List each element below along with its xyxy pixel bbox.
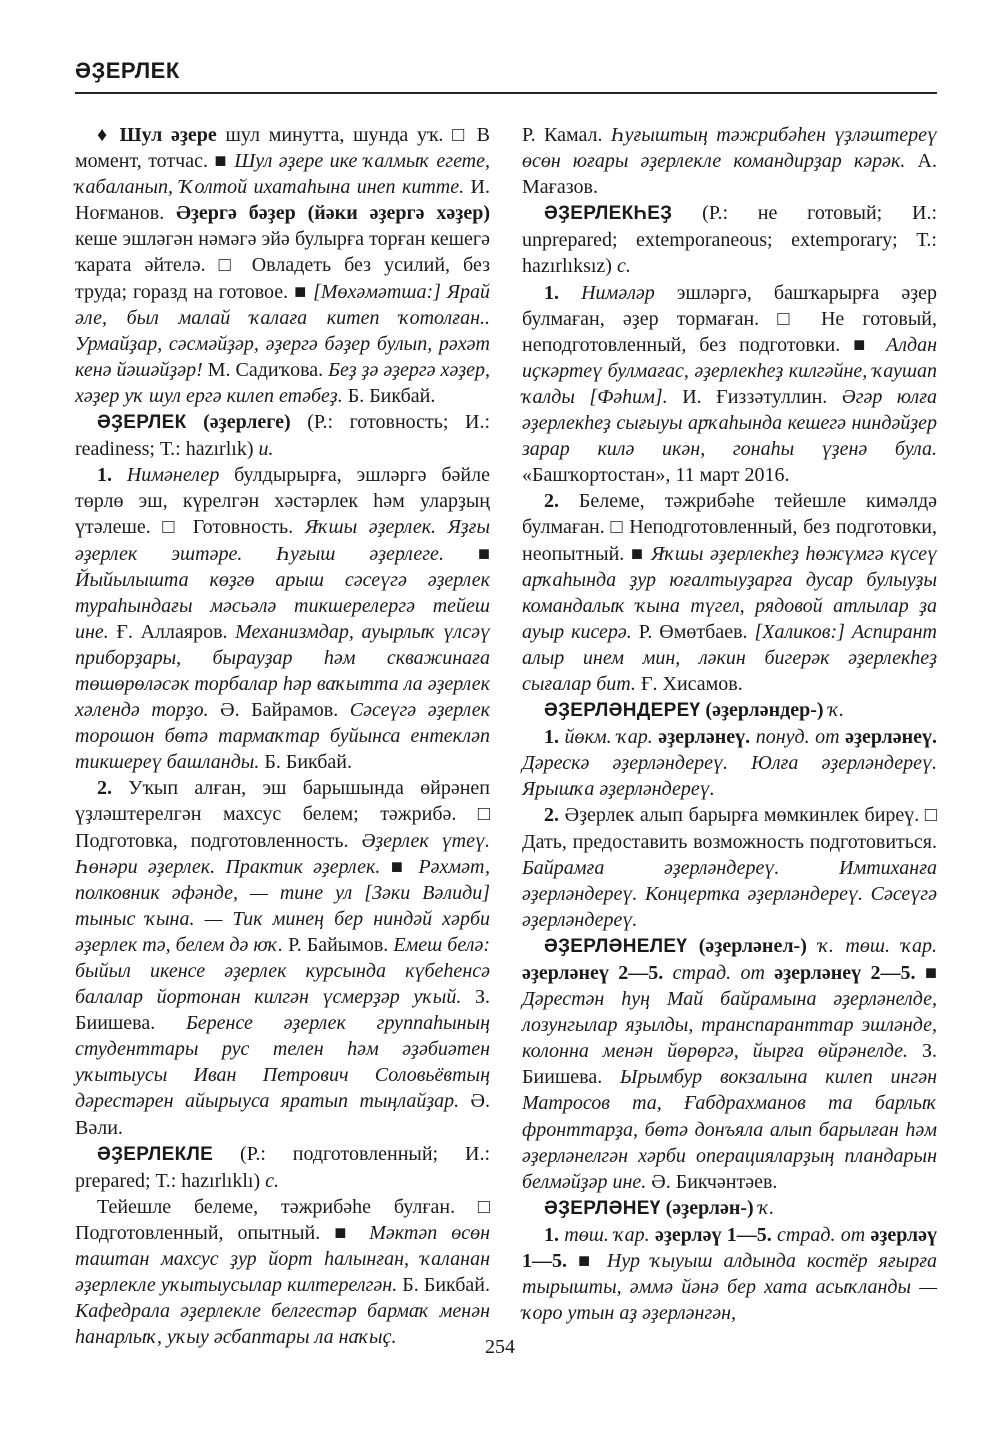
left-column [75,122,490,1350]
example-quote: Кафедрала әҙерлекле белгестәр бармаҡ менән һанарлыҡ, уҡыу әсбаптары ла наҡыҫ. [75,1300,490,1349]
entry-headword: ӘҘЕРЛЕК [97,412,187,434]
example-quote: Йыйылышта көҙгө арыш сәсеүгә әҙерлек тураһындағы мәсьәлә тикшерелергә тейеш ине. [75,568,490,643]
header-rule [75,92,937,94]
grammar-note: страд. от [771,1223,871,1246]
citation: Б. Бикбай. [342,384,436,407]
entry-text: ■ [567,1250,607,1273]
sense-number: 1. [544,726,559,749]
grammar-note: ҡ. төш. ҡар. [818,934,937,957]
example-quote: Әгәр юлға әҙерлекһеҙ сығыуы арҡаһында кешегә ниндәйҙер зарар килә икән, гонаһы үҙенә була. [522,385,937,461]
part-of-speech: с. [616,255,631,278]
entry-headword: ӘҘЕРЛЕКЛЕ [97,1143,214,1165]
example-quote: Емеш белә: быйыл икенсе әҙерлек курсында күбеһенсә балалар йортонан килгән үсмерҙәр уҡый. [75,933,490,1009]
part-of-speech: ҡ. [758,1196,775,1219]
example-quote: Мәктәп өсөн таштан махсус ҙур йорт һалынған, ҡаланан әҙерлекле уҡытыусылар килтерелгән. [75,1221,490,1297]
sense-2-aderlekhez [522,488,937,697]
citation: З. Биишева. [522,1040,937,1089]
continuation-paragraph [522,122,937,200]
example-quote: [Мөхәмәтша:] Ярай әле, был малай ҡалаға китеп ҡотолған.. Урмайҙар, сәсмәйҙәр, әҙергә бәҙер булып, рәхәт кенә йәшәйҙәр! [75,280,491,381]
example-quote: Ырымбур вокзалына килеп ингән Матросов та, Ғабдрахманов та барлыҡ фронттарҙа, бөтә донъяла алып барылған һәм әҙерләнелгән хәрби операцияларҙың пландарын белмәйҙәр ине. [522,1066,937,1193]
entry-header-aderlek [75,409,490,462]
cross-reference: әҙерләнеү 2—5. [774,962,916,984]
sense-number: 2. [97,777,112,800]
example-quote: Һуғыштың тәжрибәһен үҙләштереү өсөн юғары әҙерлекле командирҙар кәрәк. [522,124,937,173]
citation: М. Садиҡова. [202,358,329,381]
citation: Б. Бикбай. [259,751,353,774]
example-quote: Беҙ ҙә әҙергә хәҙер, хәҙер уҡ шул ергә килеп етәбеҙ. [75,358,490,407]
citation: Р. Байымов. [283,933,394,956]
example-quote: Механизмдар, ауырлыҡ үлсәү приборҙары, бырауҙар һәм скважинаға төшөрөләсәк торбалар һәр ваҡытта ла әҙерлек хәлендә торҙо. [75,620,490,722]
citation: И. Ноғманов. [75,176,490,225]
part-of-speech: с. [265,1169,280,1192]
example-quote: Дәрескә әҙерләндереү. Юлға әҙерләндереү. Ярышҡа әҙерләндереү. [522,752,937,801]
grammar-note: страд. от [663,962,775,984]
sense-text: булдырырға, эшләргә бәйле төрлө эш, күрелгән хәстәрлек һәм уларҙың үтәлеше. □ Готовность. [75,464,490,539]
grammar-note: төш. ҡар. [559,1223,655,1246]
citation: Ә. Вәли. [75,1090,490,1139]
entry-form: (әҙерлеге) [186,411,291,434]
sense-number: 2. [544,804,559,827]
example-quote: Дәрестән һуң Май байрамына әҙерләнелде, лозунгылар яҙылды, транспаранттар эшләнде, колонна менән йөрөргә, йырға өйрәнелде. [522,988,937,1063]
citation: Ғ. Хисамов. [635,672,743,695]
citation: «Башҡортостан», 11 март 2016. [522,464,790,487]
running-head: ӘҘЕРЛЕК [75,58,180,83]
sense-keyword: Нимәнелер [112,464,220,487]
example-quote: Яҡшы әҙерлек. Яҙғы әҙерлек эштәре. Һуғыш әҙерлеге. [75,516,490,565]
idiom-headword: ♦ Шул әҙере [97,124,217,146]
entry-aderlanelew [522,933,937,1195]
entry-header-aderlanew [522,1195,937,1222]
entry-text: кеше эшләгән нәмәгә эйә булырға торған кешегә ҡарата әйтелә. □ Овладеть без усилий, без труда; горазд на готовое. ■ [75,228,490,303]
citation: Б. Бикбай. [397,1274,490,1297]
entry-text: ■ [443,542,490,565]
right-column [522,122,937,1326]
cross-reference: әҙерләнеү. [658,726,751,749]
sense-text: Тейешле белеме, тәжрибәһе булған. □ Подготовленный, опытный. ■ [75,1195,490,1244]
entry-text: ■ [915,962,937,984]
example-quote: Яҡшы әҙерлекһеҙ һөжүмгә күсеү арҡаһында ҙур юғалтыуҙарға дусар булыуҙы командалыҡ ҡына түгел, рядовой атлылар ҙа ауыр кисерә. [522,542,938,643]
sense-number: 1. [544,281,559,304]
entry-form: (әҙерләндер-) [700,699,829,722]
citation: Р. Өмөтбаев. [631,620,755,643]
entry-header-aderlekle [75,1141,490,1194]
entry-translations: (Р.: не готовый; И.: unprepared; extemporaneous; extemporary; Т.: hazırlıksız) [522,202,937,278]
sense-number: 2. [544,490,559,513]
entry-headword: ӘҘЕРЛӘНДЕРЕҮ [544,700,701,722]
cross-reference: әҙерләнеү. [845,726,937,749]
citation: И. Ғиззәтуллин. [667,385,842,408]
sense-1-aderlekhez [522,280,937,489]
citation: Ә. Байрамов. [208,699,350,722]
page-number: 254 [485,1336,515,1358]
grammar-note: понуд. от [750,726,846,749]
entry-headword: ӘҘЕРЛӘНЕҮ [544,1197,661,1219]
entry-headword: ӘҘЕРЛЕКҺЕҘ [544,203,673,225]
sense-number: 1. [544,1223,559,1246]
citation: Р. Камал. [522,124,611,146]
entry-translations: (Р.: подготовленный; И.: prepared; Т.: hazırlıklı) [75,1142,490,1192]
grammar-note: йөкм. ҡар. [559,726,659,749]
example-quote: Сәсеүгә әҙерлек торошон бөтә тармаҡтар буйынса ентекләп тикшереү башланды. [75,699,491,774]
part-of-speech: и. [258,438,274,461]
entry-headword: ӘҘЕРЛӘНЕЛЕҮ [544,935,688,957]
idiom-headword: Әҙергә бәҙер (йәки әҙергә хәҙер) [176,202,490,225]
sense-1-aderlanew [522,1222,937,1326]
idiom-entry-shul-adere [75,122,490,409]
sense-text: Әҙерлек алып барырға мөмкинлек биреү. □ Дать, предоставить возможность подготовиться. [522,804,937,853]
cross-reference: әҙерләү 1—5. [522,1223,938,1273]
citation: Ғ. Аллаяров. [108,620,236,643]
example-quote: Рәхмәт, полковник әфәнде, — тине ул [Зәки Вәлиди] тыныс ҡына. — Тик минең бер ниндәй хәрби әҙерлек тә, белем дә юҡ. [75,855,490,956]
citation: Ә. Бикчәнтәев. [646,1170,778,1193]
cross-reference: әҙерләнеү 2—5. [522,962,664,984]
entry-translations: (Р.: готовность; И.: readiness; Т.: hazırlık) [75,411,491,461]
citation: З. Биишева. [75,986,490,1035]
entry-form: (әҙерләнел-) [687,934,819,957]
entry-header-aderlanderew [522,697,937,724]
part-of-speech: ҡ. [828,699,845,722]
sense-text: Белеме, тәжрибәһе тейешле кимәлдә булмаған. □ Неподготовленный, без подготовки, неопытный. ■ [522,490,937,565]
cross-reference: әҙерләү 1—5. [654,1223,772,1246]
sense-text: эшләргә, башҡарырға әҙер булмаған, әҙер тормаған. □ Не готовый, неподготовленный, без подготовки. ■ [522,281,938,356]
entry-form: (әҙерлән-) [660,1196,759,1219]
sense-2-aderlek [75,775,490,1140]
example-quote: Беренсе әҙерлек группаһының студенттары рус телен һәм әҙәбиәтен уҡытыусы Иван Петрович Соловьёвтың дәрестәрен айырыуса яратып тыңлайҙар. [75,1012,490,1113]
sense-number: 1. [97,464,112,487]
example-quote: Әҙерлек үтеү. Һөнәри әҙерлек. Практик әҙерлек. [75,829,490,878]
sense-1-aderlanderew [522,724,937,802]
example-quote: Байрамға әҙерләндереү. Имтиханға әҙерләндереү. Концертка әҙерләндереү. Сәсеүгә әҙерләндереү. [522,856,937,931]
sense-keyword: Нимәләр [559,281,655,304]
sense-text: Уҡып алған, эш барышында өйрәнеп үҙләштерелгән махсус белем; тәжрибә. □ Подготовка, подготовленность. [75,777,490,852]
sense-1-aderlek [75,462,490,775]
entry-header-aderlekhez [522,200,937,279]
sense-2-aderlanderew [522,802,937,932]
example-quote: Шул әҙере ике ҡалмыҡ егете, ҡабаланып, Ҡолтой ихатаһына инеп китте. [75,150,491,199]
entry-text: шул минутта, шунда уҡ. □ В момент, тотчас. ■ [75,124,490,173]
example-quote: Алдан иҫкәртеү булмағас, әҙерлекһеҙ килгәйне, ҡаушап ҡалды [Фәһим]. [522,333,937,408]
example-quote: [Халиков:] Аспирант алыр инем мин, ләкин бигерәк әҙерлекһеҙ сығалар бит. [522,620,937,695]
example-quote: Нур ҡыуыш алдында костёр яғырға тырышты, әммә йәнә бер хата асыҡланды — ҡоро утын аҙ әҙерләнгән, [522,1250,937,1325]
sense-aderlekle [75,1194,490,1351]
entry-text: ■ [380,855,419,878]
citation: А. Мағазов. [522,150,937,199]
